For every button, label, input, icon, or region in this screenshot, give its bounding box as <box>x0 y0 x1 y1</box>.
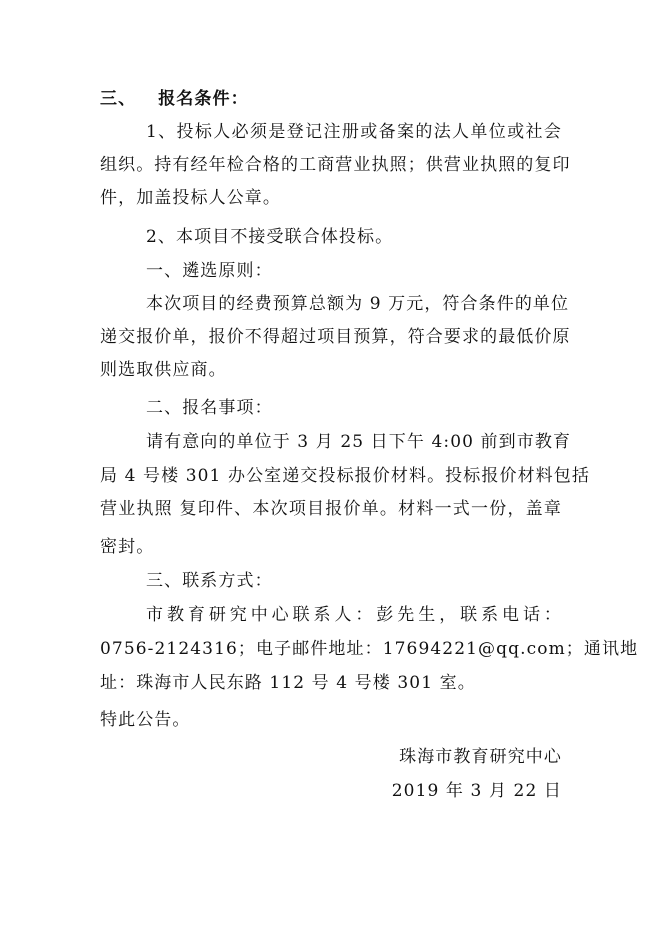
section-heading <box>100 88 249 110</box>
registration-line-4: 密封。 <box>100 537 155 557</box>
registration-line-1: 请有意向的单位于 3 月 25 日下午 4:00 前到市教育 <box>146 432 572 452</box>
closing-statement: 特此公告。 <box>100 710 191 730</box>
signature-date: 2019 年 3 月 22 日 <box>391 781 562 801</box>
registration-heading: 二、报名事项： <box>146 398 273 418</box>
contact-line-2: 0756-2124316；电子邮件地址：17694221@qq.com；通讯地 <box>100 639 639 659</box>
registration-line-2: 局 4 号楼 301 办公室递交投标报价材料。投标报价材料包括 <box>100 466 590 486</box>
section-title: 报名条件： <box>158 89 249 109</box>
registration-line-3: 营业执照 复印件、本次项目报价单。材料一式一份，盖章 <box>100 499 562 519</box>
section-number: 三、 <box>100 89 137 109</box>
selection-principle-line-1: 本次项目的经费预算总额为 9 万元，符合条件的单位 <box>146 294 570 314</box>
selection-principle-line-3: 则选取供应商。 <box>100 360 227 380</box>
contact-line-1: 市教育研究中心联系人：彭先生，联系电话： <box>146 605 562 625</box>
condition-1-line-2: 组织。持有经年检合格的工商营业执照；供营业执照的复印 <box>100 155 571 175</box>
signature-organization: 珠海市教育研究中心 <box>399 747 562 767</box>
selection-principle-heading: 一、遴选原则： <box>146 261 273 281</box>
condition-1-line-3: 件，加盖投标人公章。 <box>100 188 281 208</box>
contact-heading: 三、联系方式： <box>146 571 273 591</box>
condition-2: 2、本项目不接受联合体投标。 <box>146 227 394 247</box>
condition-1-line-1: 1、投标人必须是登记注册或备案的法人单位或社会 <box>146 122 562 142</box>
contact-line-3: 址：珠海市人民东路 112 号 4 号楼 301 室。 <box>100 673 476 693</box>
selection-principle-line-2: 递交报价单，报价不得超过项目预算，符合要求的最低价原 <box>100 327 571 347</box>
